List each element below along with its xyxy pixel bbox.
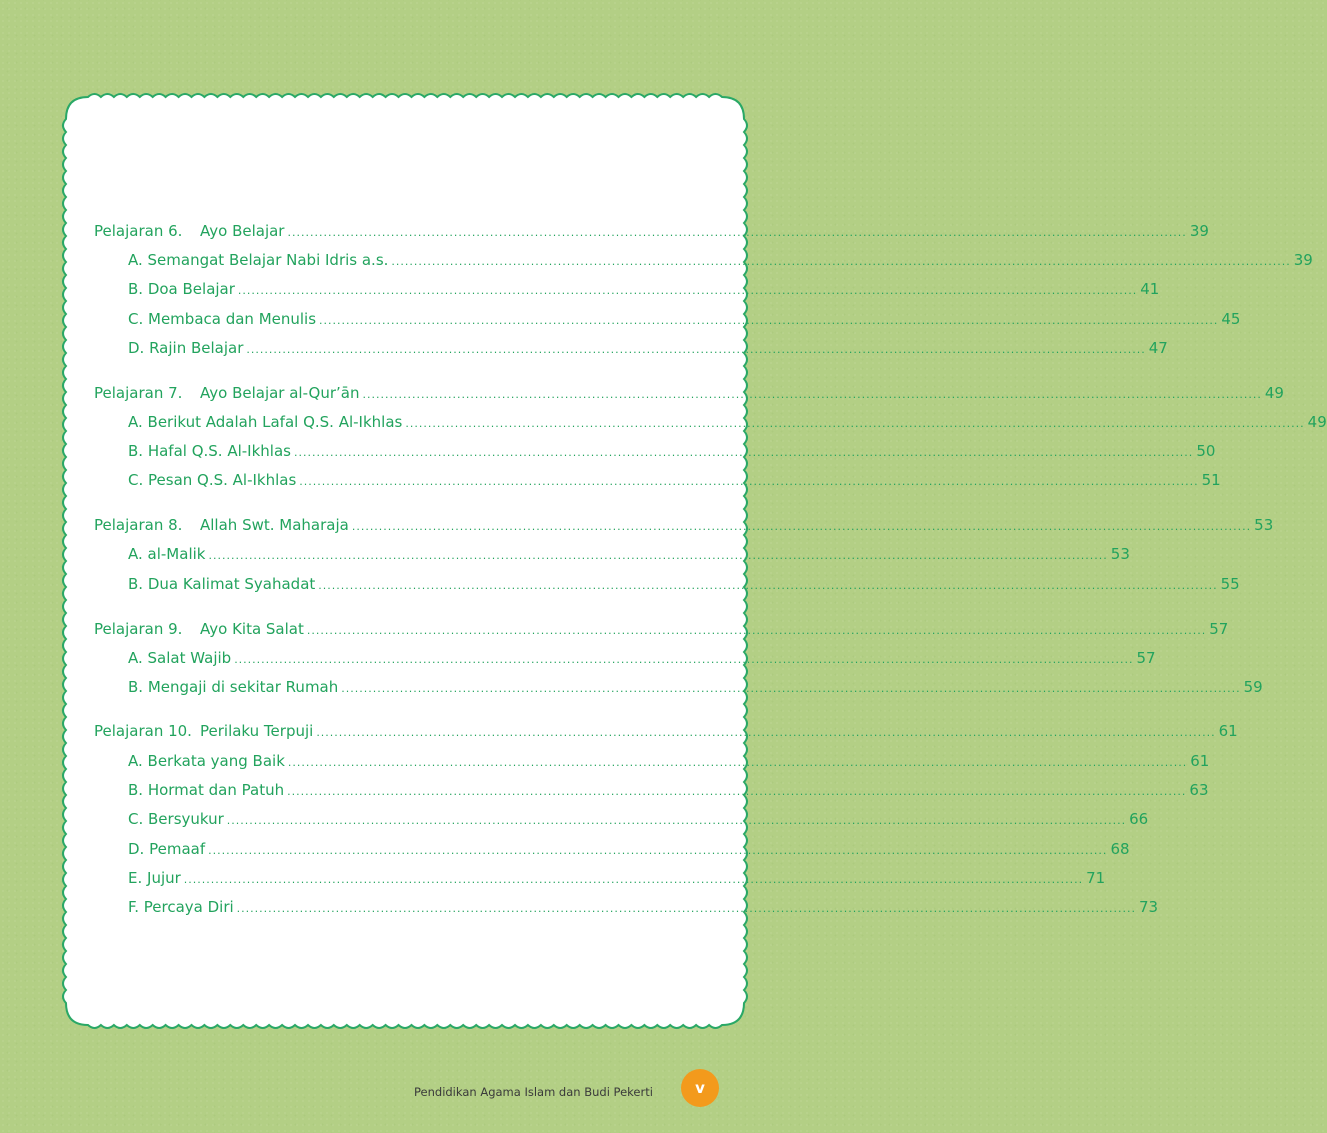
dot-leader: ........................................................................................................................................................................................................ [246, 343, 1146, 356]
page-number: 57 [1209, 620, 1229, 638]
page-number: 39 [1293, 251, 1313, 269]
dot-leader: ........................................................................................................................................................................................................ [318, 579, 1218, 592]
page-number: 68 [1110, 840, 1130, 858]
toc-subitem-row[interactable] [128, 781, 1209, 805]
dot-leader: ........................................................................................................................................................................................................ [362, 388, 1262, 401]
dot-leader: ........................................................................................................................................................................................................ [351, 520, 1252, 533]
toc-subitem-row[interactable] [128, 575, 1240, 599]
dot-leader: ........................................................................................................................................................................................................ [391, 255, 1291, 268]
lesson-number: Pelajaran 8. [94, 516, 183, 534]
subitem-title: C. Bersyukur [128, 810, 224, 828]
dot-leader: ........................................................................................................................................................................................................ [183, 873, 1084, 886]
dot-leader: ........................................................................................................................................................................................................ [293, 446, 1194, 459]
toc-subitem-row[interactable] [128, 339, 1168, 363]
page-number: 41 [1140, 280, 1160, 298]
toc-subitem-row[interactable] [128, 545, 1130, 569]
subitem-title: B. Doa Belajar [128, 280, 235, 298]
toc-lesson-row[interactable] [94, 516, 1274, 540]
subitem-title: D. Rajin Belajar [128, 339, 244, 357]
subitem-title: E. Jujur [128, 869, 181, 887]
subitem-title: D. Pemaaf [128, 840, 206, 858]
lesson-number: Pelajaran 9. [94, 620, 183, 638]
toc-subitem-row[interactable] [128, 810, 1149, 834]
dot-leader: ........................................................................................................................................................................................................ [319, 314, 1219, 327]
dot-leader: ........................................................................................................................................................................................................ [237, 284, 1138, 297]
page-number: 63 [1189, 781, 1209, 799]
page-number: 71 [1086, 869, 1106, 887]
subitem-title: A. Berikut Adalah Lafal Q.S. Al-Ikhlas [128, 413, 403, 431]
dot-leader: ........................................................................................................................................................................................................ [405, 417, 1305, 430]
dot-leader: ........................................................................................................................................................................................................ [287, 226, 1187, 239]
toc-lesson-row[interactable] [94, 620, 1229, 644]
dot-leader: ........................................................................................................................................................................................................ [316, 726, 1216, 739]
subitem-title: C. Pesan Q.S. Al-Ikhlas [128, 471, 297, 489]
dot-leader: ........................................................................................................................................................................................................ [226, 814, 1127, 827]
lesson-title: Ayo Belajar al-Qur’ān [200, 384, 360, 402]
lesson-title: Ayo Kita Salat [200, 620, 304, 638]
lesson-number: Pelajaran 6. [94, 222, 183, 240]
toc-subitem-row[interactable] [128, 413, 1327, 437]
toc-lesson-row[interactable] [94, 222, 1209, 246]
subitem-title: A. Berkata yang Baik [128, 752, 285, 770]
page-number: 53 [1110, 545, 1130, 563]
subitem-title: B. Dua Kalimat Syahadat [128, 575, 316, 593]
page-number: 49 [1307, 413, 1327, 431]
dot-leader: ........................................................................................................................................................................................................ [299, 475, 1199, 488]
toc-subitem-row[interactable] [128, 251, 1313, 275]
toc-subitem-row[interactable] [128, 280, 1160, 304]
toc-subitem-row[interactable] [128, 678, 1263, 702]
page-number: 61 [1218, 722, 1238, 740]
page-number: 50 [1196, 442, 1216, 460]
subitem-title: B. Hormat dan Patuh [128, 781, 285, 799]
dot-leader: ........................................................................................................................................................................................................ [287, 785, 1187, 798]
page-number: 47 [1148, 339, 1168, 357]
subitem-title: A. Salat Wajib [128, 649, 232, 667]
page-number-badge: v [681, 1069, 719, 1107]
page-number: 61 [1190, 752, 1210, 770]
page-number: 53 [1254, 516, 1274, 534]
toc-subitem-row[interactable] [128, 869, 1106, 893]
dot-leader: ........................................................................................................................................................................................................ [306, 624, 1207, 637]
toc-subitem-row[interactable] [128, 898, 1159, 922]
dot-leader: ........................................................................................................................................................................................................ [341, 682, 1241, 695]
subitem-title: C. Membaca dan Menulis [128, 310, 317, 328]
toc-lesson-row[interactable] [94, 384, 1284, 408]
page-number: 39 [1189, 222, 1209, 240]
dot-leader: ........................................................................................................................................................................................................ [234, 653, 1134, 666]
lesson-title: Allah Swt. Maharaja [200, 516, 349, 534]
page-number: 57 [1136, 649, 1156, 667]
toc-subitem-row[interactable] [128, 840, 1130, 864]
dot-leader: ........................................................................................................................................................................................................ [287, 756, 1188, 769]
page-number: 49 [1264, 384, 1284, 402]
subitem-title: F. Percaya Diri [128, 898, 234, 916]
toc-subitem-row[interactable] [128, 471, 1221, 495]
dot-leader: ........................................................................................................................................................................................................ [208, 549, 1108, 562]
page-number: 51 [1201, 471, 1221, 489]
toc-subitem-row[interactable] [128, 649, 1156, 673]
lesson-title: Perilaku Terpuji [200, 722, 314, 740]
lesson-number: Pelajaran 7. [94, 384, 183, 402]
lesson-title: Ayo Belajar [200, 222, 285, 240]
subitem-title: B. Mengaji di sekitar Rumah [128, 678, 339, 696]
page-number: 59 [1243, 678, 1263, 696]
page-number: 55 [1220, 575, 1240, 593]
page-number: 73 [1139, 898, 1159, 916]
lesson-number: Pelajaran 10. [94, 722, 192, 740]
toc-subitem-row[interactable] [128, 442, 1216, 466]
toc-subitem-row[interactable] [128, 752, 1210, 776]
book-title: Pendidikan Agama Islam dan Budi Pekerti [414, 1085, 653, 1099]
toc-lesson-row[interactable] [94, 722, 1238, 746]
page-number: 66 [1129, 810, 1149, 828]
toc-subitem-row[interactable] [128, 310, 1241, 334]
page-number: 45 [1221, 310, 1241, 328]
subitem-title: A. Semangat Belajar Nabi Idris a.s. [128, 251, 389, 269]
dot-leader: ........................................................................................................................................................................................................ [236, 902, 1136, 915]
subitem-title: B. Hafal Q.S. Al-Ikhlas [128, 442, 291, 460]
dot-leader: ........................................................................................................................................................................................................ [208, 844, 1108, 857]
subitem-title: A. al-Malik [128, 545, 206, 563]
